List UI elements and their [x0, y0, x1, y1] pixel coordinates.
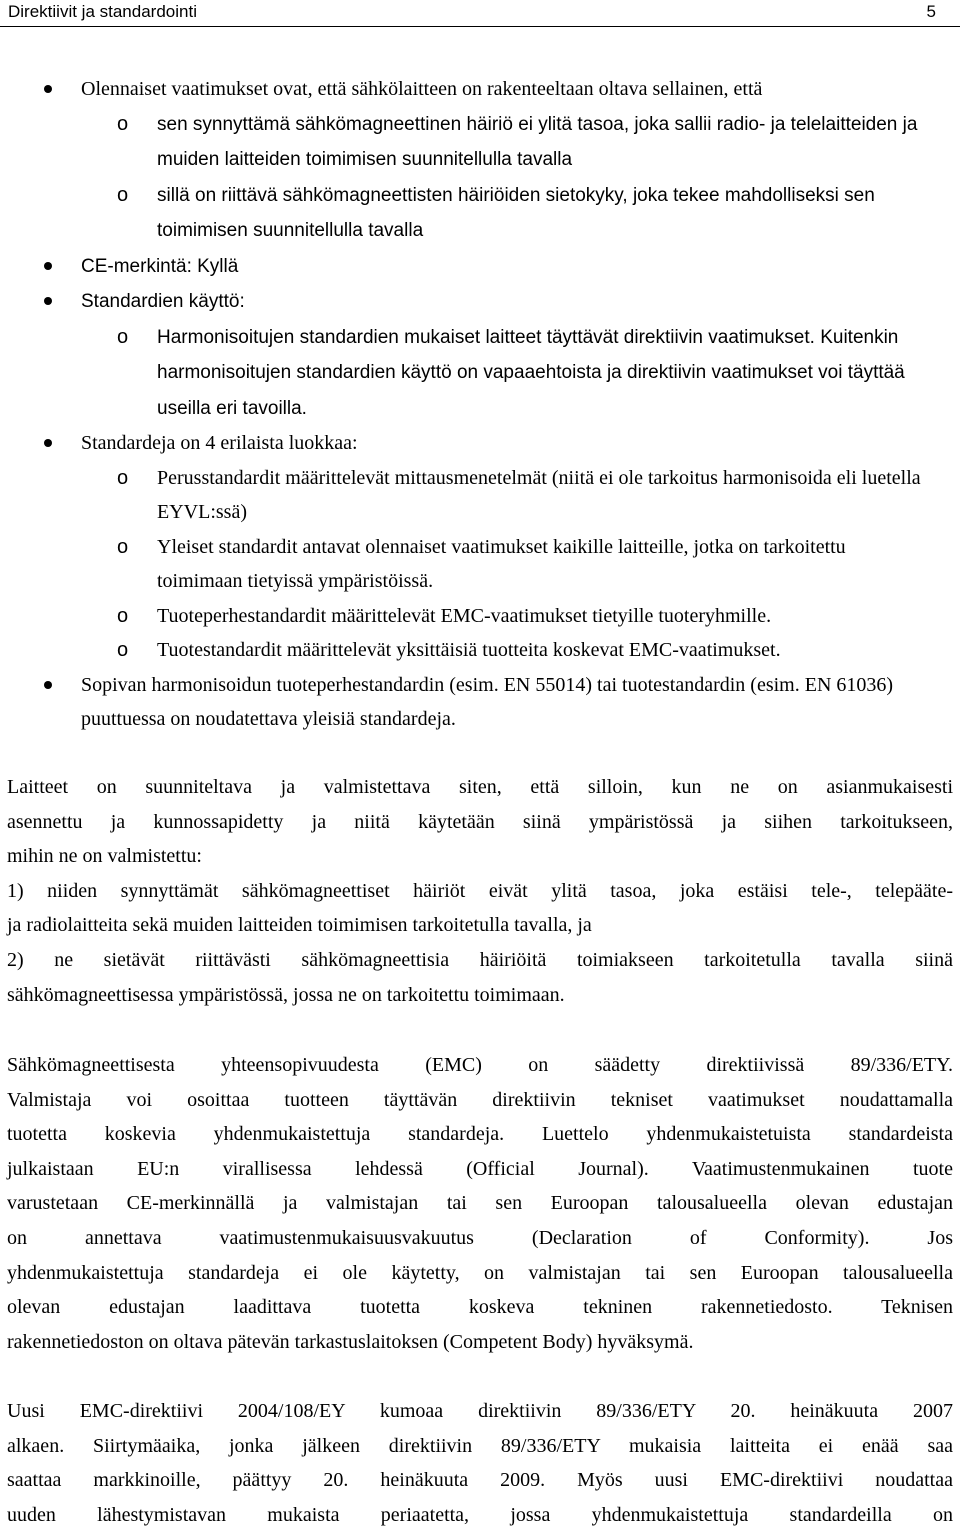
circle-bullet-icon: o: [117, 639, 129, 661]
bullet-icon: [44, 681, 52, 689]
page-header: [0, 0, 960, 27]
paragraph-emc-directive: Sähkömagneettisesta yhteensopivuudesta (EMC) on säädetty direktiivissä 89/336/ETY. Valmistaja voi osoittaa tuotteen täyttävän direktiivin tekniset vaatimukset noudattamalla tuotetta koskevia yhdenmukaistettuja standardeja. Luettelo yhdenmukaistetuista standardeista julkaistaan EU:n virallisessa lehdessä (Official Journal). Vaatimustenmukainen tuote varustetaan CE-merkinnällä ja valmistajan tai sen Euroopan talousalueella olevan edustajan on annettava vaatimustenmukaisuusvakuutus (Declaration of Conformity). Jos yhdenmukaistettuja standardeja ei ole käytetty, on valmistajan tai sen Euroopan talousalueella olevan edustajan laadittava tuotetta koskeva tekninen rakennetiedosto. Teknisen rakennetiedoston on oltava pätevän tarkastuslaitoksen (Competent Body) hyväksymä.: [7, 1054, 953, 1353]
circle-bullet-icon: o: [117, 183, 129, 206]
sub-list-item: o sen synnyttämä sähkömagneettinen häiriö ei ylitä tasoa, joka sallii radio- ja telelaitteiden ja muiden laitteiden toimimisen suunnitellulla tavalla: [0, 107, 940, 178]
sub-list-item: o sillä on riittävä sähkömagneettisten häiriöiden sietokyky, joka tekee mahdolliseksi sen toimimisen suunnitellulla tavalla: [0, 178, 940, 249]
sub-list: [81, 461, 940, 668]
sub-list: [81, 107, 940, 249]
circle-bullet-icon: o: [117, 466, 129, 489]
list-item: Olennaiset vaatimukset ovat, että sähkölaitteen on rakenteeltaan oltava sellainen, että o sen synnyttämä sähkömagneettinen häiriö ei ylitä tasoa, joka sallii radio- ja telelaitteiden ja muiden laitteiden toimimisen suunnitellulla tavalla o sillä on riittävä sähkömagneettisten häiriöiden sietokyky, joka tekee mahdolliseksi sen toimimisen suunnitellulla tavalla: [0, 72, 960, 249]
bullet-icon: [44, 85, 52, 93]
sub-list-item: o Perusstandardit määrittelevät mittausmenetelmät (niitä ei ole tarkoitus harmonisoida eli luetella EYVL:ssä): [0, 461, 940, 530]
sub-list-item: o Harmonisoitujen standardien mukaiset laitteet täyttävät direktiivin vaatimukset. Kuitenkin harmonisoitujen standardien käyttö on vapaaehtoista ja direktiivin vaatimukset voi täyttää useilla eri tavoilla.: [0, 320, 940, 427]
paragraph-new-directive: Uusi EMC-direktiivi 2004/108/EY kumoaa direktiivin 89/336/ETY 20. heinäkuuta 2007 alkaen. Siirtymäaika, jonka jälkeen direktiivin 89/336/ETY mukaisia laitteita ei enää saa saattaa markkinoille, päättyy 20. heinäkuuta 2009. Myös uusi EMC-direktiivi noudattaa uuden lähestymistavan mukaista periaatetta, jossa yhdenmukaistettuja standardeilla on: [7, 1400, 953, 1526]
bullet-icon: [44, 439, 52, 447]
page-number: 5: [926, 2, 936, 21]
paragraph-requirements: Laitteet on suunniteltava ja valmistettava siten, että silloin, kun ne on asianmukaisesti asennettu ja kunnossapidetty ja niitä käytetään siinä ympäristössä ja siihen tarkoitukseen, mihin ne on valmistettu: 1) niiden synnyttämät sähkömagneettiset häiriöt eivät ylitä tasoa, joka estäisi tele-, telepääte- ja radiolaitteita sekä muiden laitteiden toimimisen tarkoitetulla tavalla, ja 2) ne sietävät riittävästi sähkömagneettisia häiriöitä toimiakseen tarkoitetulla tavalla siinä sähkömagneettisessa ympäristössä, jossa ne on tarkoitettu toimimaan.: [7, 776, 953, 1006]
requirements-list: [0, 72, 960, 737]
sub-list: [81, 320, 940, 427]
bullet-icon: [44, 297, 52, 305]
sub-list-item: o Yleiset standardit antavat olennaiset vaatimukset kaikille laitteille, jotka on tarkoitettu toimimaan tietyissä ympäristöissä.: [0, 530, 940, 599]
circle-bullet-icon: o: [117, 325, 129, 348]
circle-bullet-icon: o: [117, 112, 129, 135]
list-item: Sopivan harmonisoidun tuoteperhestandardin (esim. EN 55014) tai tuotestandardin (esim. EN 61036) puuttuessa on noudatettava yleisiä standardeja.: [0, 668, 960, 737]
list-item: CE-merkintä: Kyllä: [0, 249, 960, 285]
sub-list-item: o Tuoteperhestandardit määrittelevät EMC-vaatimukset tietyille tuoteryhmille.: [0, 599, 940, 634]
list-item: Standardeja on 4 erilaista luokkaa: o Perusstandardit määrittelevät mittausmenetelmät (niitä ei ole tarkoitus harmonisoida eli luetella EYVL:ssä) o Yleiset standardit antavat olennaiset vaatimukset kaikille laitteille, jotka on tarkoitettu toimimaan tietyissä ympäristöissä. o Tuoteperhestandardit määrittelevät EMC-vaatimukset tietyille tuoteryhmille. o Tuotestandardit määrittelevät yksittäisiä tuotteita koskevat EMC-vaatimukset.: [0, 426, 960, 668]
sub-list-item: o Tuotestandardit määrittelevät yksittäisiä tuotteita koskevat EMC-vaatimukset.: [0, 633, 940, 668]
circle-bullet-icon: o: [117, 604, 129, 627]
circle-bullet-icon: o: [117, 535, 129, 558]
running-title: Direktiivit ja standardointi: [8, 2, 197, 21]
bullet-icon: [44, 262, 52, 270]
list-item: Standardien käyttö: o Harmonisoitujen standardien mukaiset laitteet täyttävät direktiivin vaatimukset. Kuitenkin harmonisoitujen standardien käyttö on vapaaehtoista ja direktiivin vaatimukset voi täyttää useilla eri tavoilla.: [0, 284, 960, 426]
